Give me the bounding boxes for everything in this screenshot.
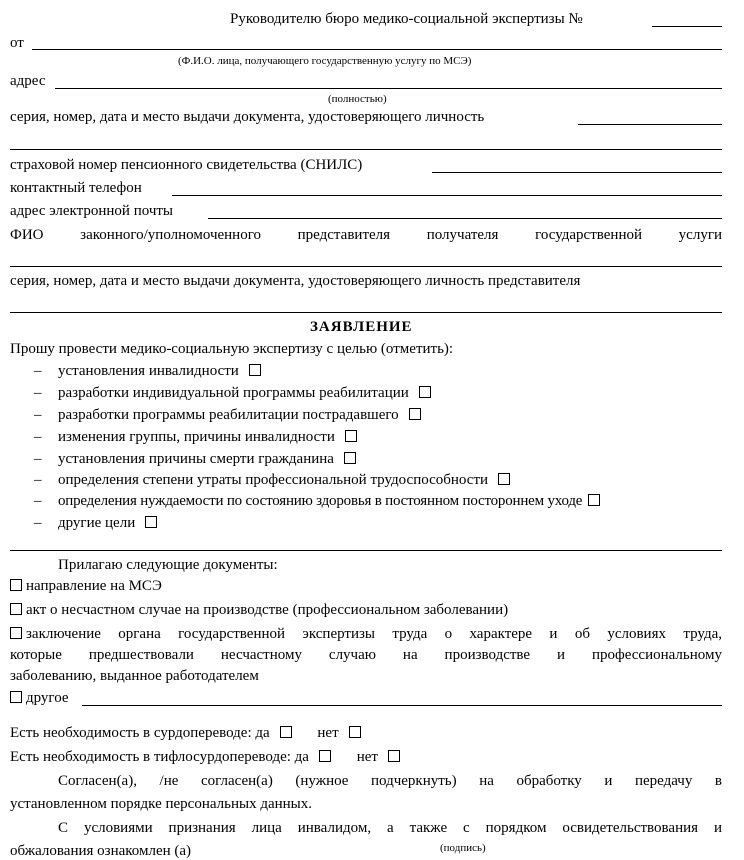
purpose-checkbox[interactable]	[498, 473, 510, 485]
signature-hint: (подпись)	[440, 842, 486, 854]
addressee-label: Руководителю бюро медико-социальной экспертизы №	[230, 11, 583, 27]
dash-bullet: –	[34, 385, 42, 401]
surdo-no-checkbox[interactable]	[349, 726, 361, 738]
document-label: заключение органа государственной экспертизы труда о характере и об условиях труда,	[26, 626, 722, 642]
document-label: акт о несчастном случае на производстве (профессиональном заболевании)	[26, 602, 509, 618]
document-checkbox[interactable]	[10, 627, 22, 639]
tiflo-no-label: нет	[356, 749, 378, 765]
purpose-label: установления инвалидности	[58, 363, 239, 379]
consent-text: Согласен(а), /не согласен(а) (нужное подчеркнуть) на обработку и передачу в	[58, 773, 722, 789]
purpose-checkbox[interactable]	[409, 408, 421, 420]
application-title: ЗАЯВЛЕНИЕ	[310, 319, 413, 335]
document-checkbox[interactable]	[10, 691, 22, 703]
dash-bullet: –	[34, 407, 42, 423]
tiflo-row	[10, 748, 400, 766]
purpose-checkbox[interactable]	[345, 430, 357, 442]
consent-text-continued: установленном порядке персональных данных.	[10, 796, 313, 812]
fio-field[interactable]	[32, 49, 722, 50]
representative-doc-field[interactable]	[10, 312, 722, 313]
tiflo-label: Есть необходимость в тифлосурдопереводе: да	[10, 749, 309, 765]
representative-field[interactable]	[10, 266, 722, 267]
dash-bullet: –	[34, 493, 42, 509]
purpose-checkbox[interactable]	[344, 452, 356, 464]
surdo-no-label: нет	[317, 725, 339, 741]
conditions-text: С условиями признания лица инвалидом, а также с порядком освидетельствования и	[58, 820, 722, 836]
purpose-checkbox[interactable]	[145, 516, 157, 528]
surdo-label: Есть необходимость в сурдопереводе: да	[10, 725, 270, 741]
snils-label: страховой номер пенсионного свидетельства (СНИЛС)	[10, 157, 363, 173]
dash-bullet: –	[34, 363, 42, 379]
representative-doc-label: серия, номер, дата и место выдачи документа, удостоверяющего личность представителя	[10, 273, 581, 289]
other-document-field[interactable]	[82, 705, 722, 706]
other-purpose-field[interactable]	[10, 550, 722, 551]
document-item	[10, 601, 508, 619]
document-item	[10, 689, 69, 707]
fio-hint: (Ф.И.О. лица, получающего государственную услугу по МСЭ)	[178, 55, 472, 67]
dash-bullet: –	[34, 472, 42, 488]
document-item	[10, 625, 722, 643]
purpose-label: определения нуждаемости по состоянию здоровья в постоянном постороннем уходе	[58, 493, 583, 509]
documents-heading: Прилагаю следующие документы:	[58, 557, 278, 573]
email-label: адрес электронной почты	[10, 203, 174, 219]
document-item	[10, 577, 162, 595]
purpose-label: определения степени утраты профессиональной трудоспособности	[58, 472, 489, 488]
phone-label: контактный телефон	[10, 180, 142, 196]
document-label-continued: заболеванию, выданное работодателем	[10, 668, 259, 684]
representative-label: ФИО законного/уполномоченного представителя получателя государственной услуги	[10, 227, 722, 243]
address-label: адрес	[10, 73, 46, 89]
snils-field[interactable]	[432, 172, 722, 173]
address-field[interactable]	[55, 88, 722, 89]
tiflo-yes-checkbox[interactable]	[319, 750, 331, 762]
request-text: Прошу провести медико-социальную экспертизу с целью (отметить):	[10, 341, 454, 357]
purpose-label: разработки программы реабилитации пострадавшего	[58, 407, 399, 423]
purpose-label: другие цели	[58, 515, 136, 531]
from-label: от	[10, 35, 24, 51]
dash-bullet: –	[34, 429, 42, 445]
purpose-label: разработки индивидуальной программы реабилитации	[58, 385, 409, 401]
id-doc-label: серия, номер, дата и место выдачи документа, удостоверяющего личность	[10, 109, 485, 125]
id-doc-field-line2[interactable]	[10, 149, 722, 150]
dash-bullet: –	[34, 451, 42, 467]
tiflo-no-checkbox[interactable]	[388, 750, 400, 762]
address-hint: (полностью)	[328, 93, 387, 105]
dash-bullet: –	[34, 515, 42, 531]
purpose-checkbox[interactable]	[588, 494, 600, 506]
bureau-number-field[interactable]	[652, 26, 722, 27]
email-field[interactable]	[208, 218, 722, 219]
purpose-label: установления причины смерти гражданина	[58, 451, 334, 467]
purpose-label: изменения группы, причины инвалидности	[58, 429, 335, 445]
surdo-yes-checkbox[interactable]	[280, 726, 292, 738]
document-checkbox[interactable]	[10, 579, 22, 591]
surdo-row	[10, 724, 361, 742]
document-label: другое	[26, 690, 69, 706]
document-checkbox[interactable]	[10, 603, 22, 615]
document-label-continued: которые предшествовали несчастному случаю на производстве и профессиональному	[10, 647, 722, 663]
purpose-checkbox[interactable]	[419, 386, 431, 398]
document-label: направление на МСЭ	[26, 578, 162, 594]
conditions-text-continued: обжалования ознакомлен (а)	[10, 843, 192, 859]
purpose-checkbox[interactable]	[249, 364, 261, 376]
phone-field[interactable]	[172, 195, 722, 196]
id-doc-field[interactable]	[578, 124, 722, 125]
